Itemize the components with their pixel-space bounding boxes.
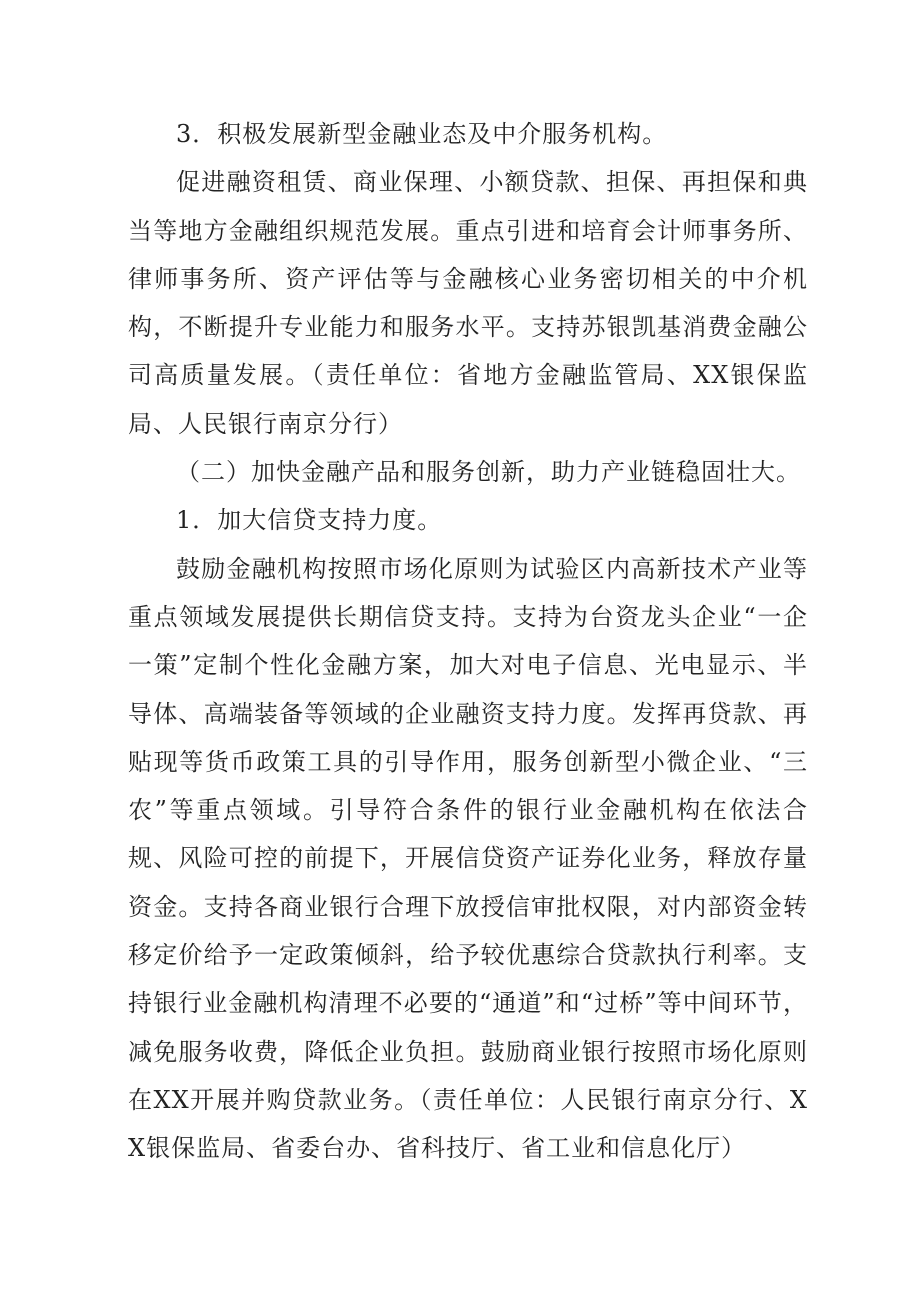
section-heading-3: 3．积极发展新型金融业态及中介服务机构。 — [176, 120, 668, 148]
document-body — [128, 110, 808, 1173]
paragraph-financial-organizations: 促进融资租赁、商业保理、小额贷款、担保、再担保和典当等地方金融组织规范发展。重点引进和培育会计师事务所、律师事务所、资产评估等与金融核心业务密切相关的中介机构，不断提升专业能力和服务水平。支持苏银凯基消费金融公司高质量发展。（责任单位：省地方金融监管局、XX银保监局、人民银行南京分行） — [128, 168, 808, 438]
section-heading-2: （二）加快金融产品和服务创新，助力产业链稳固壮大。 — [176, 458, 801, 487]
section-heading-1: 1．加大信贷支持力度。 — [176, 506, 443, 535]
paragraph-credit-support: 鼓励金融机构按照市场化原则为试验区内高新技术产业等重点领域发展提供长期信贷支持。支持为台资龙头企业“一企一策”定制个性化金融方案，加大对电子信息、光电显示、半导体、高端装备等领域的企业融资支持力度。发挥再贷款、再贴现等货币政策工具的引导作用，服务创新型小微企业、“三农”等重点领域。引导符合条件的银行业金融机构在依法合规、风险可控的前提下，开展信贷资产证券化业务，释放存量资金。支持各商业银行合理下放授信审批权限，对内部资金转移定价给予一定政策倾斜，给予较优惠综合贷款执行利率。支持银行业金融机构清理不必要的“通道”和“过桥”等中间环节，减免服务收费，降低企业负担。鼓励商业银行按照市场化原则在XX开展并购贷款业务。（责任单位：人民银行南京分行、XX银保监局、省委台办、省科技厅、省工业和信息化厅） — [128, 554, 808, 1163]
